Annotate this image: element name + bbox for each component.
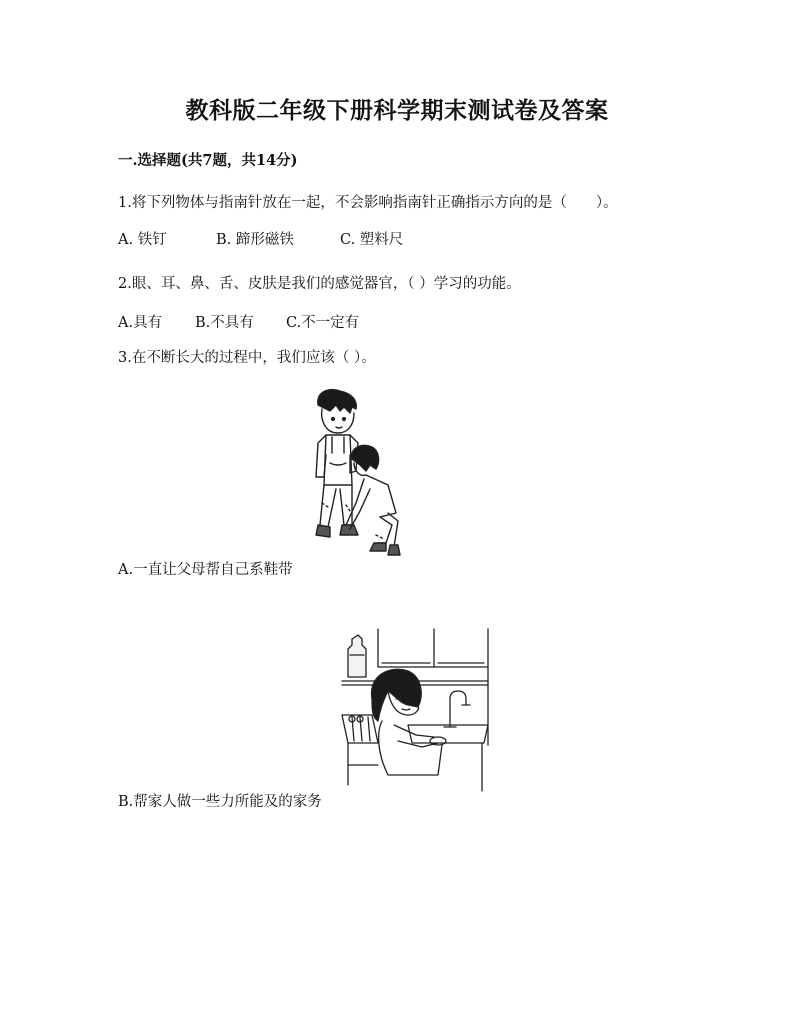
question-1-stem: 1.将下列物体与指南针放在一起，不会影响指南针正确指示方向的是（ ）。 — [118, 195, 618, 211]
page-title: 教科版二年级下册科学期末测试卷及答案 — [185, 97, 609, 124]
question-2-option-b: B.不具有 — [195, 315, 254, 331]
child-washing-dishes-illustration — [338, 625, 490, 800]
children-tying-shoelace-illustration — [300, 385, 405, 560]
question-2-option-c: C.不一定有 — [286, 315, 360, 331]
question-3-stem: 3.在不断长大的过程中，我们应该（ ）。 — [118, 350, 376, 366]
question-2-options — [118, 311, 359, 332]
question-1-options — [118, 228, 403, 249]
question-1-option-a: A. 铁钉 — [118, 232, 167, 248]
question-2-option-a: A.具有 — [118, 315, 163, 331]
question-3-choice-a-caption: A.一直让父母帮自己系鞋带 — [118, 562, 293, 578]
question-2-stem: 2.眼、耳、鼻、舌、皮肤是我们的感觉器官，（ ）学习的功能。 — [118, 276, 521, 292]
question-1-option-c: C. 塑料尺 — [340, 232, 404, 248]
question-3-choice-b-caption: B.帮家人做一些力所能及的家务 — [118, 794, 322, 810]
section-heading: 一.选择题(共7题，共14分) — [118, 152, 298, 169]
question-1-option-b: B. 蹄形磁铁 — [216, 232, 294, 248]
